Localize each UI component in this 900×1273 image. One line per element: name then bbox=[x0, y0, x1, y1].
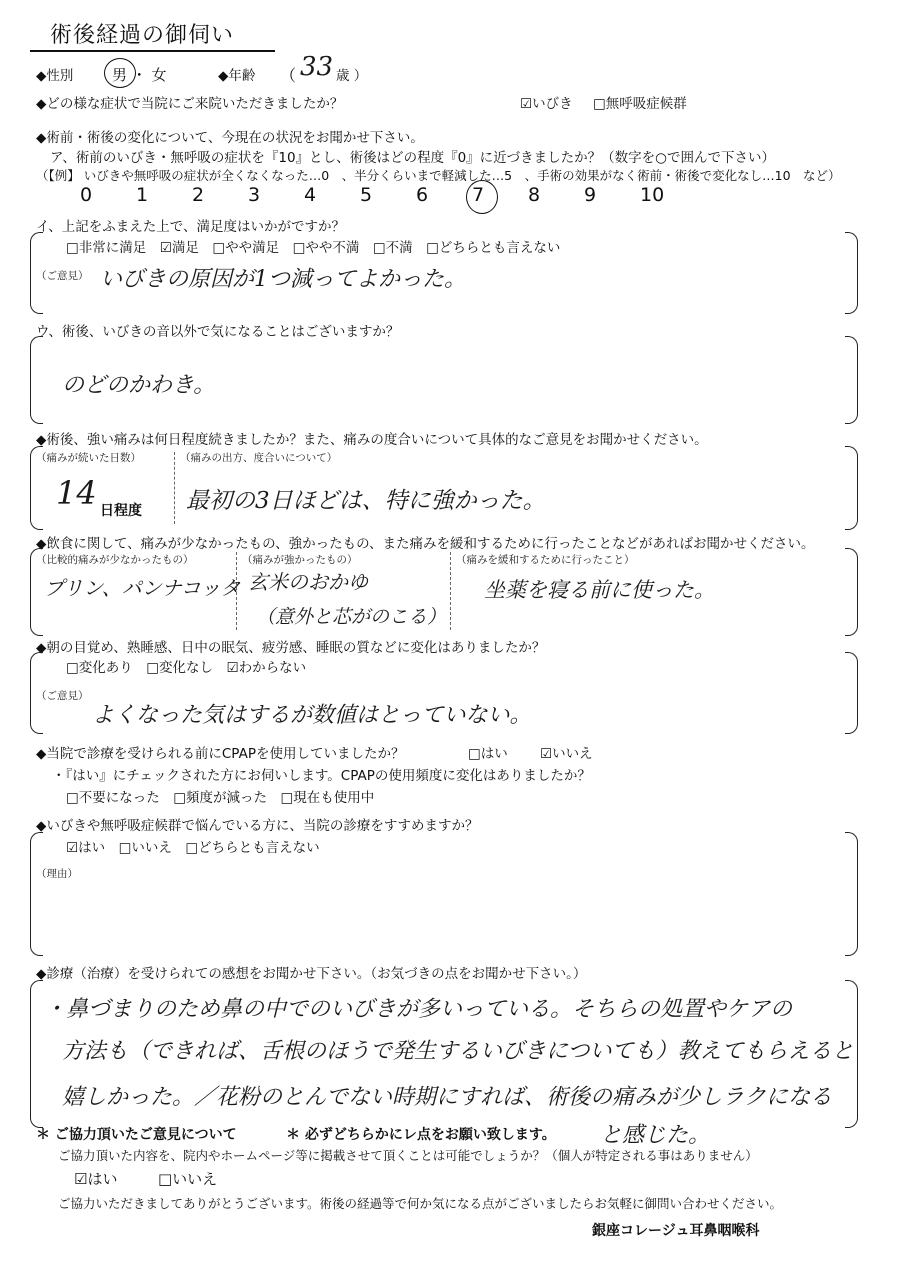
scale-option-8[interactable]: 8 bbox=[528, 184, 541, 206]
pain-question: ◆術後、強い痛みは何日程度続きましたか？また、痛みの度合いについて具体的なご意見をお聞かせください。 bbox=[36, 432, 708, 448]
impression-line-1[interactable]: ・鼻づまりのため鼻の中でのいびきが多いっている。そちらの処置やケアの bbox=[44, 997, 793, 1022]
title-underline bbox=[30, 50, 275, 52]
age-open-paren: （ bbox=[280, 66, 297, 85]
scale-option-7[interactable]: 7 bbox=[472, 184, 485, 206]
pain-days-value[interactable]: 14 bbox=[56, 474, 97, 512]
morning-opinion[interactable]: よくなった気はするが数値はとっていない。 bbox=[92, 703, 532, 728]
scale-option-9[interactable]: 9 bbox=[584, 184, 597, 206]
impression-line-2[interactable]: 方法も（できれば、舌根のほうで発生するいびきについても）教えてもらえると bbox=[62, 1039, 854, 1064]
scale-row bbox=[80, 184, 696, 206]
pain-detail[interactable]: 最初の3日ほどは、特に強かった。 bbox=[186, 488, 546, 514]
page-title: 術後経過の御伺い bbox=[50, 23, 235, 48]
satisfaction-bracket-right bbox=[845, 232, 858, 314]
food-question: ◆飲食に関して、痛みが少なかったもの、強かったもの、また痛みを緩和するために行ったことなどがあればお聞かせください。 bbox=[36, 536, 815, 552]
satisfaction-opinion[interactable]: いびきの原因が1つ減ってよかった。 bbox=[100, 267, 466, 292]
pain-detail-label: （痛みの出方、度合いについて） bbox=[180, 452, 338, 464]
cpap-no-checkbox[interactable]: ☑いいえ bbox=[540, 746, 593, 762]
food-divider-2 bbox=[450, 552, 451, 630]
scale-option-0[interactable]: 0 bbox=[80, 184, 93, 206]
morning-opinion-label: （ご意見） bbox=[36, 690, 89, 702]
symptom-snoring-checkbox[interactable]: ☑いびき bbox=[520, 96, 573, 112]
food-col2-answer-line1[interactable]: 玄米のおかゆ bbox=[248, 570, 368, 594]
cooperation-note-1: ＊ ご協力頂いたご意見について bbox=[36, 1127, 237, 1143]
other-concern-answer[interactable]: のどのかわき。 bbox=[62, 373, 216, 398]
morning-bracket-right bbox=[845, 652, 858, 734]
cpap-sub-options[interactable]: □不要になった □頻度が減った □現在も使用中 bbox=[66, 790, 375, 806]
symptom-apnea-checkbox[interactable]: □無呼吸症候群 bbox=[593, 96, 687, 112]
change-sub-a: ア、術前のいびき・無呼吸の症状を『10』とし、術後はどの程度『0』に近づきましたか？（数字を○で囲んで下さい） bbox=[50, 150, 775, 166]
impression-bracket-left bbox=[30, 980, 43, 1128]
food-col1-label: （比較的痛みが少なかったもの） bbox=[36, 554, 194, 566]
satisfaction-opinion-label: （ご意見） bbox=[36, 270, 89, 282]
cpap-sub-question: ・『はい』にチェックされた方にお伺いします。CPAPの使用頻度に変化はありましたか？ bbox=[52, 768, 591, 784]
pain-days-suffix: 日程度 bbox=[100, 503, 142, 519]
cpap-yes-checkbox[interactable]: □はい bbox=[468, 746, 508, 762]
food-col2-label: （痛みが強かったもの） bbox=[242, 554, 358, 566]
scale-option-2[interactable]: 2 bbox=[192, 184, 205, 206]
scale-option-4[interactable]: 4 bbox=[304, 184, 317, 206]
food-bracket-right bbox=[845, 548, 858, 636]
scale-selected-circle bbox=[466, 180, 498, 214]
scale-option-5[interactable]: 5 bbox=[360, 184, 373, 206]
cooperation-no-checkbox[interactable]: □いいえ bbox=[158, 1170, 218, 1188]
change-example: （【例】 いびきや無呼吸の症状が全くなくなった…0 、半分くらいまで軽減した…5 、手術の効果がなく術前・術後で変化なし…10 など） bbox=[36, 168, 841, 183]
other-concern-bracket-right bbox=[845, 336, 858, 424]
age-value[interactable]: 33 bbox=[300, 52, 334, 82]
scale-option-3[interactable]: 3 bbox=[248, 184, 261, 206]
scale-option-1[interactable]: 1 bbox=[136, 184, 149, 206]
clinic-name: 銀座コレージュ耳鼻咽喉科 bbox=[592, 1223, 760, 1239]
recommend-question: ◆いびきや無呼吸症候群で悩んでいる方に、当院の診療をすすめますか？ bbox=[36, 818, 479, 834]
scale-option-10[interactable]: 10 bbox=[640, 184, 665, 206]
food-col3-label: （痛みを緩和するために行ったこと） bbox=[456, 554, 635, 566]
satisfaction-question: イ、上記をふまえた上で、満足度はいかがですか？ bbox=[36, 219, 346, 235]
food-col3-answer[interactable]: 坐薬を寝る前に使った。 bbox=[484, 578, 715, 602]
recommend-options[interactable]: ☑はい □いいえ □どちらとも言えない bbox=[66, 840, 320, 856]
recommend-reason-label: （理由） bbox=[36, 868, 78, 880]
cooperation-question: ご協力頂いた内容を、院内やホームページ等に掲載させて頂くことは可能でしょうか？（個人が特定される事はありません） bbox=[58, 1148, 758, 1163]
food-col1-answer[interactable]: プリン、パンナコッタ bbox=[44, 576, 241, 600]
impression-line-4[interactable]: と感じた。 bbox=[600, 1123, 711, 1148]
recommend-bracket-left bbox=[30, 832, 43, 956]
other-concern-bracket-left bbox=[30, 336, 43, 424]
recommend-bracket-right bbox=[845, 832, 858, 956]
morning-question: ◆朝の目覚め、熟睡感、日中の眠気、疲労感、睡眠の質などに変化はありましたか？ bbox=[36, 640, 546, 656]
impression-question: ◆診療（治療）を受けられての感想をお聞かせ下さい。（お気づきの点をお聞かせ下さい。） bbox=[36, 966, 587, 982]
cooperation-thanks: ご協力いただきましてありがとうございます。術後の経過等で何か気になる点がございましたらお気軽に御問い合わせください。 bbox=[58, 1196, 783, 1211]
cooperation-note-2: ＊ 必ずどちらかにレ点をお願い致します。 bbox=[286, 1127, 556, 1143]
morning-options[interactable]: □変化あり □変化なし ☑わからない bbox=[66, 660, 307, 676]
satisfaction-options[interactable]: □非常に満足 ☑満足 □やや満足 □やや不満 □不満 □どちらとも言えない bbox=[66, 240, 561, 256]
impression-line-3[interactable]: 嬉しかった。／花粉のとんでない時期にすれば、術後の痛みが少しラクになる bbox=[62, 1085, 833, 1110]
sex-selected-circle bbox=[104, 58, 136, 88]
pain-divider bbox=[174, 452, 175, 524]
sex-options[interactable]: 男 ・ 女 bbox=[112, 66, 167, 84]
pain-bracket-right bbox=[845, 446, 858, 530]
change-question: ◆術前・術後の変化について、今現在の状況をお聞かせ下さい。 bbox=[36, 130, 424, 146]
symptom-question: ◆どの様な症状で当院にご来院いただきましたか？ bbox=[36, 96, 344, 112]
cooperation-yes-checkbox[interactable]: ☑はい bbox=[74, 1170, 118, 1188]
other-concern-question: ウ、術後、いびきの音以外で気になることはございますか？ bbox=[36, 324, 400, 340]
sex-label: ◆性別 bbox=[36, 68, 74, 84]
food-col2-answer-line2[interactable]: （意外と芯がのこる） bbox=[256, 606, 447, 628]
scale-option-6[interactable]: 6 bbox=[416, 184, 429, 206]
pain-days-label: （痛みが続いた日数） bbox=[36, 452, 141, 464]
age-close: 歳 ） bbox=[336, 68, 368, 84]
age-label: ◆年齢 bbox=[218, 68, 256, 84]
cpap-question: ◆当院で診療を受けられる前にCPAPを使用していましたか？ bbox=[36, 746, 405, 762]
